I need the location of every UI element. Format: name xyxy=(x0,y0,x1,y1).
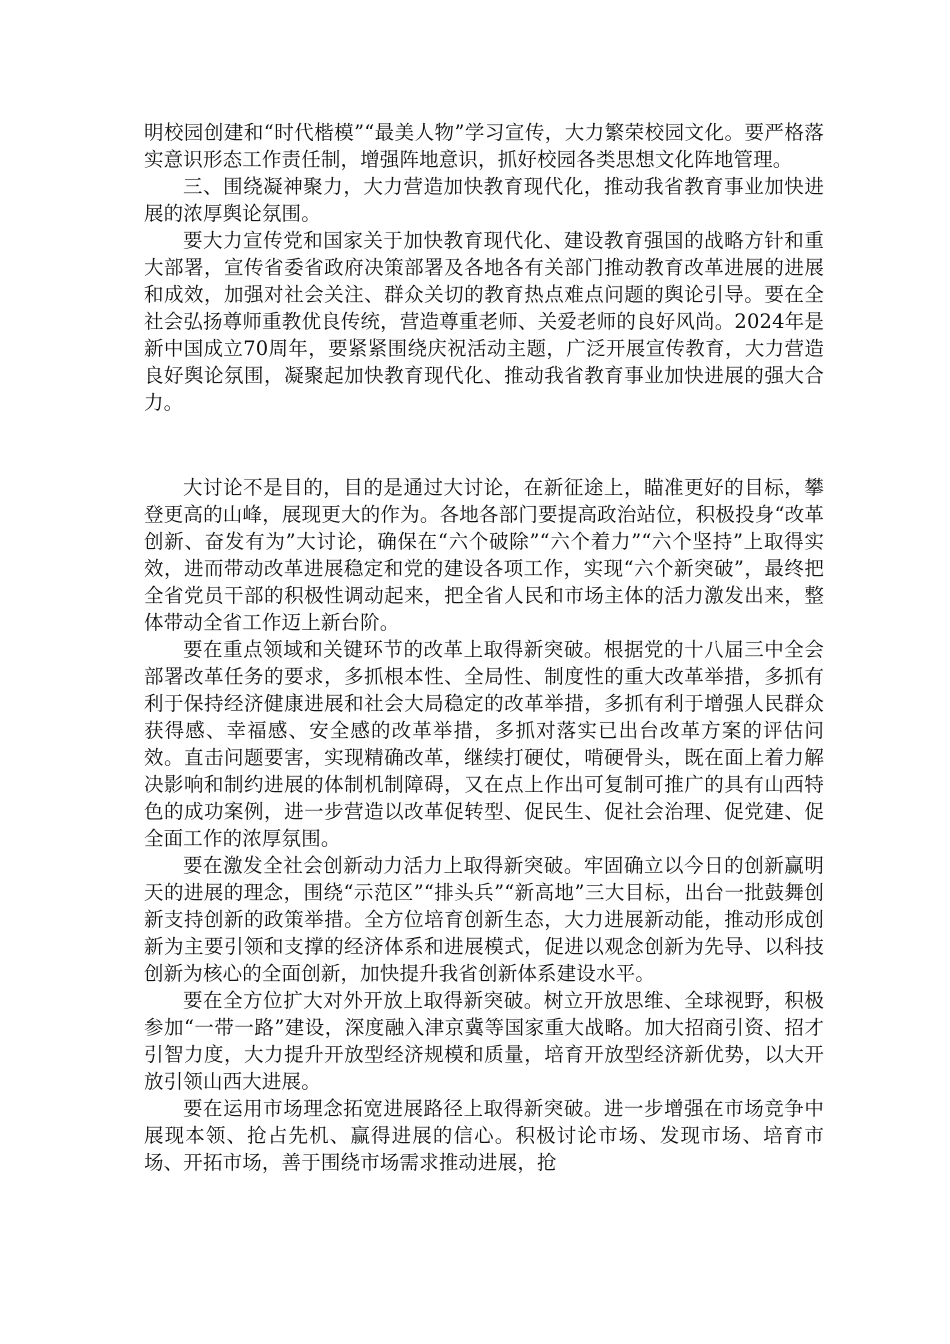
paragraph: 要在运用市场理念拓宽进展路径上取得新突破。进一步增强在市场竞争中展现本领、抢占先机、赢得进展的信心。积极讨论市场、发现市场、培育市场、开拓市场，善于围绕市场需求推动进展，抢 xyxy=(144,1097,824,1174)
paragraph: 要在激发全社会创新动力活力上取得新突破。牢固确立以今日的创新赢明天的进展的理念，围绕“示范区”“排头兵”“新高地”三大目标，出台一批鼓舞创新支持创新的政策举措。全方位培育创新生态，大力进展新动能，推动形成创新为主要引领和支撑的经济体系和进展模式，促进以观念创新为先导、以科技创新为核心的全面创新，加快提升我省创新体系建设水平。 xyxy=(144,854,824,985)
paragraph: 要在全方位扩大对外开放上取得新突破。树立开放思维、全球视野，积极参加“一带一路”建设，深度融入津京冀等国家重大战略。加大招商引资、招才引智力度，大力提升开放型经济规模和质量，培育开放型经济新优势，以大开放引领山西大进展。 xyxy=(144,989,824,1093)
section-heading: 三、围绕凝神聚力，大力营造加快教育现代化，推动我省教育事业加快进展的浓厚舆论氛围。 xyxy=(144,175,824,225)
document-section-1 xyxy=(144,119,824,416)
document-page xyxy=(144,119,824,1176)
document-section-2 xyxy=(144,474,824,1176)
paragraph: 要大力宣传党和国家关于加快教育现代化、建设教育强国的战略方针和重大部署，宣传省委省政府决策部署及各地各有关部门推动教育改革进展的进展和成效，加强对社会关注、群众关切的教育热点难点问题的舆论引导。要在全社会弘扬尊师重教优良传统，营造尊重老师、关爱老师的良好风尚。2024年是新中国成立70周年，要紧紧围绕庆祝活动主题，广泛开展宣传教育，大力营造良好舆论氛围，凝聚起加快教育现代化、推动我省教育事业加快进展的强大合力。 xyxy=(144,229,824,414)
paragraph: 要在重点领域和关键环节的改革上取得新突破。根据党的十八届三中全会部署改革任务的要求，多抓根本性、全局性、制度性的重大改革举措，多抓有利于保持经济健康进展和社会大局稳定的改革举措，多抓有利于增强人民群众获得感、幸福感、安全感的改革举措，多抓对落实已出台改革方案的评估问效。直击问题要害，实现精确改革，继续打硬仗，啃硬骨头，既在面上着力解决影响和制约进展的体制机制障碍，又在点上作出可复制可推广的具有山西特色的成功案例，进一步营造以改革促转型、促民生、促社会治理、促党建、促全面工作的浓厚氛围。 xyxy=(144,638,824,850)
section-spacer xyxy=(144,416,824,474)
paragraph: 大讨论不是目的，目的是通过大讨论，在新征途上，瞄准更好的目标，攀登更高的山峰，展现更大的作为。各地各部门要提高政治站位，积极投身“改革创新、奋发有为”大讨论，确保在“六个破除”“六个着力”“六个坚持”上取得实效，进而带动改革进展稳定和党的建设各项工作，实现“六个新突破”，最终把全省党员干部的积极性调动起来，把全省人民和市场主体的活力激发出来，整体带动全省工作迈上新台阶。 xyxy=(144,476,824,634)
paragraph: 明校园创建和“时代楷模”“最美人物”学习宣传，大力繁荣校园文化。要严格落实意识形态工作责任制，增强阵地意识，抓好校园各类思想文化阵地管理。 xyxy=(144,121,824,171)
